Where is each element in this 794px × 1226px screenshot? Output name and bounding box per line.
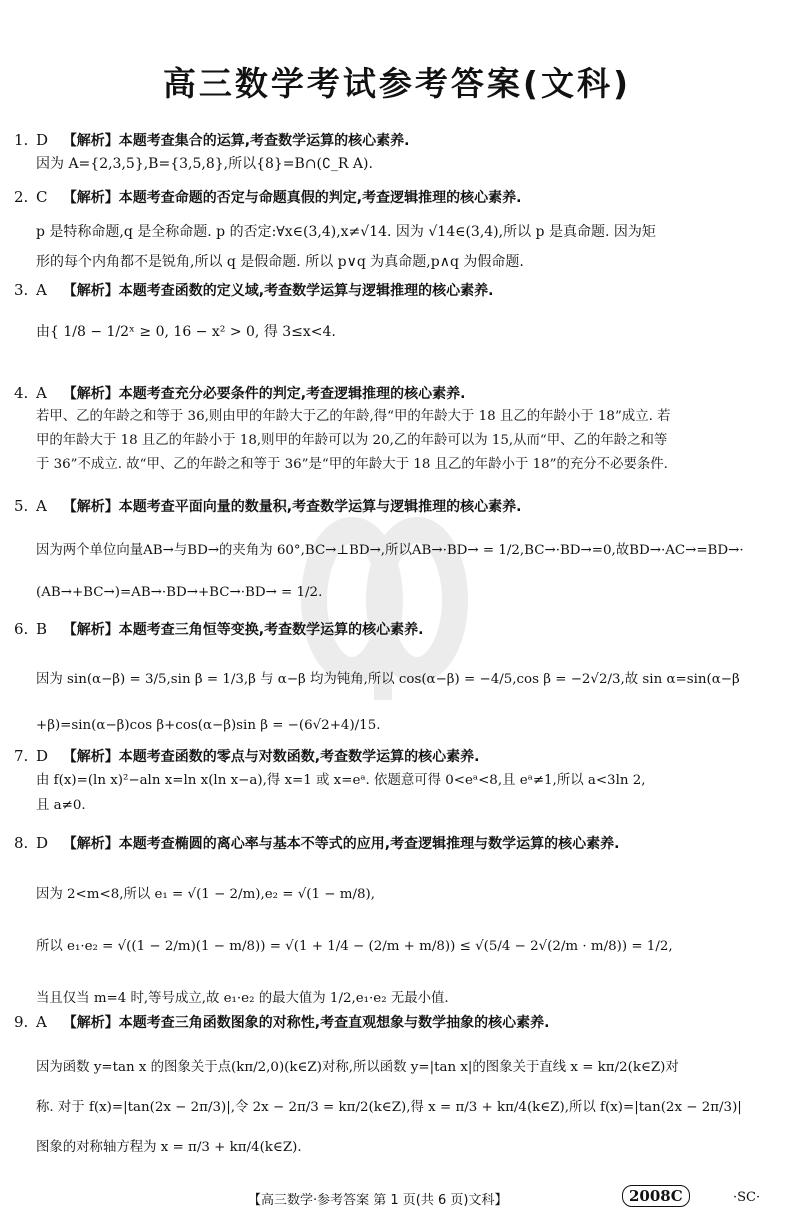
question-header — [14, 186, 784, 209]
question-number: 8. — [14, 834, 29, 852]
question-header — [14, 495, 784, 518]
question-topic: 本题考查集合的运算,考查数学运算的核心素养. — [118, 133, 410, 149]
question-topic: 本题考查函数的零点与对数函数,考查数学运算的核心素养. — [118, 749, 480, 765]
solution-line: 所以 e₁·e₂ = √((1 − 2/m)(1 − m/8)) = √(1 + 1/4 − (2/m + m/8)) ≤ √(5/4 − 2√(2/m · m/8)) = 1/2, — [36, 939, 673, 954]
question-header — [14, 129, 784, 152]
solution-line: 因为 A={2,3,5},B={3,5,8},所以{8}=B∩(∁_R A). — [36, 156, 373, 172]
question-number: 9. — [14, 1013, 29, 1031]
answer-letter: D — [36, 747, 49, 765]
solution-line: 因为 2<m<8,所以 e₁ = √(1 − 2/m),e₂ = √(1 − m/8), — [36, 887, 375, 902]
solution-line: 当且仅当 m=4 时,等号成立,故 e₁·e₂ 的最大值为 1/2,e₁·e₂ 无最小值. — [36, 991, 449, 1006]
analysis-tag: 【解析】 — [62, 1015, 119, 1031]
question-topic: 本题考查充分必要条件的判定,考查逻辑推理的核心素养. — [118, 386, 466, 402]
question-number: 4. — [14, 384, 29, 402]
question-number: 2. — [14, 188, 29, 206]
solution-line: 图象的对称轴方程为 x = π/3 + kπ/4(k∈Z). — [36, 1140, 302, 1155]
analysis-tag: 【解析】 — [62, 133, 119, 149]
solution-line: 因为 sin(α−β) = 3/5,sin β = 1/3,β 与 α−β 均为钝角,所以 cos(α−β) = −4/5,cos β = −2√2/3,故 sin α=sin(α−β — [36, 672, 740, 687]
analysis-tag: 【解析】 — [62, 749, 119, 765]
question-8 — [14, 832, 784, 1025]
page-footer — [0, 1185, 794, 1211]
question-number: 5. — [14, 497, 29, 515]
question-5 — [14, 495, 784, 614]
question-topic: 本题考查三角函数图象的对称性,考查直观想象与数学抽象的核心素养. — [118, 1015, 550, 1031]
answer-letter: A — [36, 281, 47, 299]
question-number: 1. — [14, 131, 29, 149]
question-header — [14, 382, 784, 405]
question-1 — [14, 129, 784, 176]
question-6 — [14, 618, 784, 749]
solution-line: (AB→+BC→)=AB→·BD→+BC→·BD→ = 1/2. — [36, 585, 323, 600]
question-9 — [14, 1011, 784, 1168]
question-3 — [14, 279, 784, 344]
question-header — [14, 832, 784, 855]
question-header — [14, 279, 784, 302]
answer-letter: B — [36, 620, 48, 638]
answer-letter: C — [36, 188, 48, 206]
solution-line: 因为函数 y=tan x 的图象关于点(kπ/2,0)(k∈Z)对称,所以函数 y=|tan x|的图象关于直线 x = kπ/2(k∈Z)对 — [36, 1060, 679, 1075]
answer-letter: D — [36, 834, 49, 852]
question-topic: 本题考查命题的否定与命题真假的判定,考查逻辑推理的核心素养. — [118, 190, 522, 206]
solution-line: +β)=sin(α−β)cos β+cos(α−β)sin β = −(6√2+4)/15. — [36, 718, 381, 733]
solution-line: 由{ 1/8 − 1/2ˣ ≥ 0, 16 − x² > 0, 得 3≤x<4. — [36, 324, 336, 340]
question-7 — [14, 745, 784, 818]
solution-line: 且 a≠0. — [36, 798, 86, 813]
answer-letter: A — [36, 1013, 47, 1031]
question-header — [14, 745, 784, 768]
analysis-tag: 【解析】 — [62, 622, 119, 638]
answer-letter: A — [36, 384, 47, 402]
solution-line: 由 f(x)=(ln x)²−aln x=ln x(ln x−a),得 x=1 或 x=eᵃ. 依题意可得 0<eᵃ<8,且 eᵃ≠1,所以 a<3ln 2, — [36, 773, 646, 788]
analysis-tag: 【解析】 — [62, 836, 119, 852]
exam-code-badge: 2008C — [622, 1185, 690, 1207]
question-number: 3. — [14, 281, 29, 299]
solution-line: 甲的年龄大于 18 且乙的年龄小于 18,则甲的年龄可以为 20,乙的年龄可以为 15,从而“甲、乙的年龄之和等 — [36, 433, 668, 448]
analysis-tag: 【解析】 — [62, 386, 119, 402]
solution-line: 形的每个内角都不是锐角,所以 q 是假命题. 所以 p∨q 为真命题,p∧q 为假命题. — [36, 254, 524, 270]
question-4 — [14, 382, 784, 477]
question-header — [14, 1011, 784, 1034]
solution-line: 因为两个单位向量AB→与BD→的夹角为 60°,BC→⊥BD→,所以AB→·BD→ = 1/2,BC→·BD→=0,故BD→·AC→=BD→· — [36, 543, 744, 558]
analysis-tag: 【解析】 — [62, 190, 119, 206]
question-number: 7. — [14, 747, 29, 765]
footer-sc-mark: ·SC· — [733, 1190, 761, 1205]
question-topic: 本题考查三角恒等变换,考查数学运算的核心素养. — [118, 622, 424, 638]
solution-line: 于 36”不成立. 故“甲、乙的年龄之和等于 36”是“甲的年龄大于 18 且乙的年龄小于 18”的充分不必要条件. — [36, 457, 668, 472]
analysis-tag: 【解析】 — [62, 499, 119, 515]
analysis-tag: 【解析】 — [62, 283, 119, 299]
solution-line: 若甲、乙的年龄之和等于 36,则由甲的年龄大于乙的年龄,得“甲的年龄大于 18 且乙的年龄小于 18”成立. 若 — [36, 409, 671, 424]
solution-line: 称. 对于 f(x)=|tan(2x − 2π/3)|,令 2x − 2π/3 = kπ/2(k∈Z),得 x = π/3 + kπ/4(k∈Z),所以 f(x)=|tan(2x − 2π/3)| — [36, 1100, 742, 1115]
answer-letter: D — [36, 131, 49, 149]
question-2 — [14, 186, 784, 277]
answer-letter: A — [36, 497, 47, 515]
question-topic: 本题考查函数的定义域,考查数学运算与逻辑推理的核心素养. — [118, 283, 494, 299]
solution-line: p 是特称命题,q 是全称命题. p 的否定:∀x∈(3,4),x≠√14. 因为 √14∈(3,4),所以 p 是真命题. 因为矩 — [36, 224, 656, 240]
question-topic: 本题考查平面向量的数量积,考查数学运算与逻辑推理的核心素养. — [118, 499, 522, 515]
question-topic: 本题考查椭圆的离心率与基本不等式的应用,考查逻辑推理与数学运算的核心素养. — [118, 836, 620, 852]
question-number: 6. — [14, 620, 29, 638]
question-header — [14, 618, 784, 641]
page-title: 高三数学考试参考答案(文科) — [162, 64, 632, 103]
footer-text: 【高三数学·参考答案 第 1 页(共 6 页)文科】 — [248, 1193, 508, 1208]
